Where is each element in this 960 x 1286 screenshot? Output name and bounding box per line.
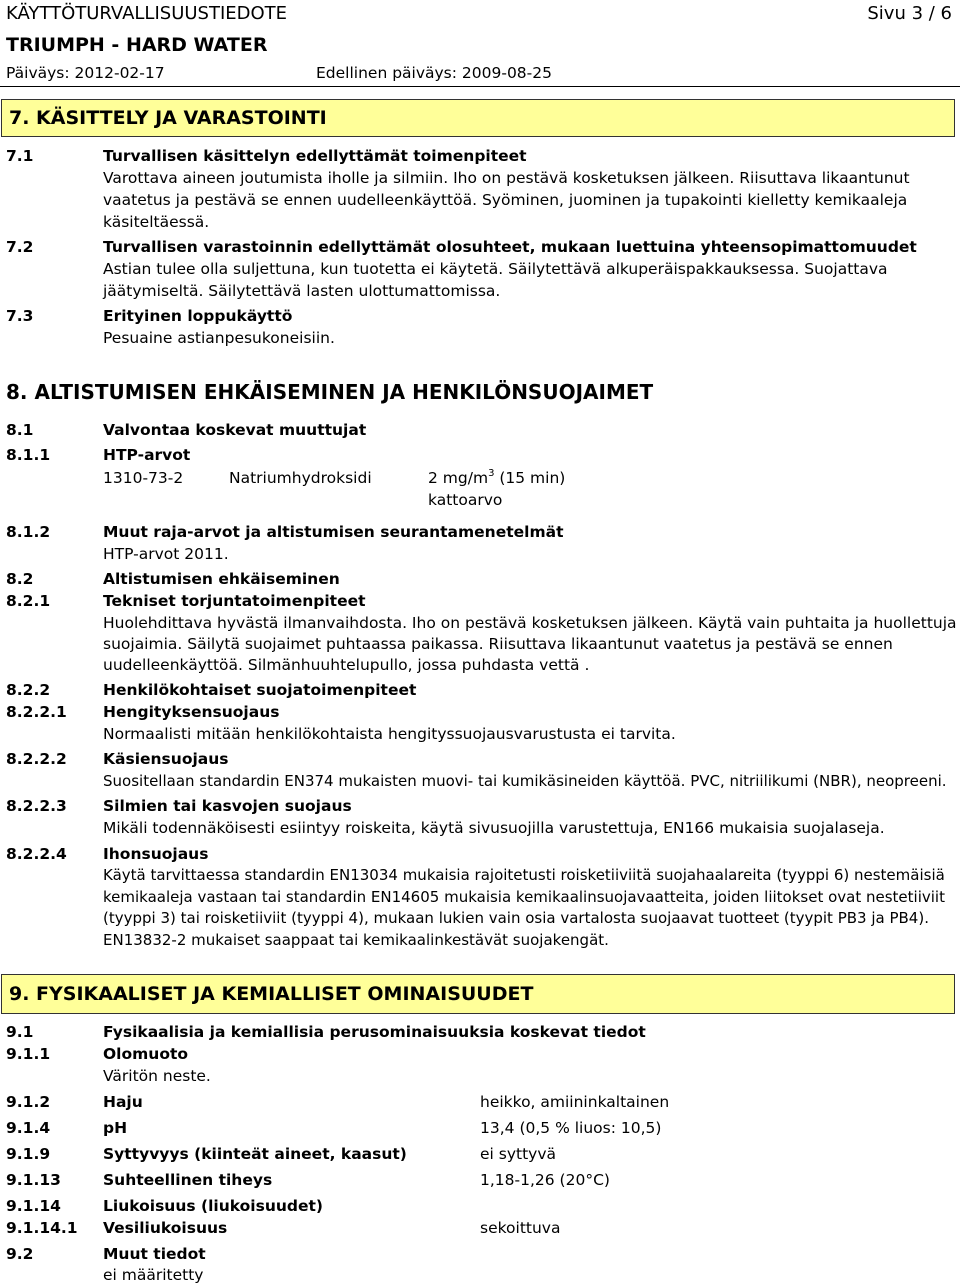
section-heading: Turvallisen käsittelyn edellyttämät toimenpiteet (103, 147, 527, 165)
section-number: 8.2.2.3 (6, 797, 67, 815)
property-value: sekoittuva (480, 1219, 561, 1237)
section-text: vaatetus ja pestävä se ennen uudelleenkäyttöä. Syöminen, juominen ja tupakointi kielletty kemikaaleja (103, 191, 908, 209)
section-number: 9.1.14 (6, 1197, 61, 1215)
section-heading: Silmien tai kasvojen suojaus (103, 797, 352, 815)
section-heading: Erityinen loppukäyttö (103, 307, 293, 325)
section-text: Mikäli todennäköisesti esiintyy roiskeita, käytä sivusuojilla varustettuja, EN166 mukaisia suojalaseja. (103, 819, 885, 837)
section-number: 8.1 (6, 421, 34, 439)
document-title: KÄYTTÖTURVALLISUUSTIEDOTE (6, 3, 288, 24)
section-text: uudelleenkäyttöä. Silmänhuuhtelupullo, jossa puhdasta vettä . (103, 656, 590, 674)
property-name: Suhteellinen tiheys (103, 1171, 273, 1189)
section-heading: Ihonsuojaus (103, 845, 209, 863)
section-heading: Henkilökohtaiset suojatoimenpiteet (103, 681, 417, 699)
section-number: 8.2.2.4 (6, 845, 67, 863)
property-value: 1,18-1,26 (20°C) (480, 1171, 610, 1189)
section-heading: Altistumisen ehkäiseminen (103, 570, 340, 588)
property-number: 9.1.13 (6, 1171, 61, 1189)
property-number: 9.1.14.1 (6, 1219, 78, 1237)
limit-value-duration: (15 min) (494, 469, 566, 487)
issue-date: Päiväys: 2012-02-17 (6, 64, 165, 82)
section-heading: Turvallisen varastoinnin edellyttämät olosuhteet, mukaan luettuina yhteensopimattomuudet (103, 238, 917, 256)
section-number: 7.1 (6, 147, 34, 165)
page-number: Sivu 3 / 6 (867, 3, 952, 24)
section-text: ei määritetty (103, 1266, 204, 1284)
section-heading: Olomuoto (103, 1045, 189, 1063)
section-heading: Tekniset torjuntatoimenpiteet (103, 592, 366, 610)
section-text: Suositellaan standardin EN374 mukaisten muovi- tai kumikäsineiden käyttöä. PVC, nitriilikumi (NBR), neopreeni. (103, 772, 947, 790)
section-text: suojaimia. Säilytä suojaimet puhtaassa paikassa. Riisuttava likaantunut vaatetus ja pestävä se ennen (103, 635, 893, 653)
section-number: 7.2 (6, 238, 34, 256)
section-text: Huolehdittava hyvästä ilmanvaihdosta. Iho on pestävä kosketuksen jälkeen. Käytä vain puhtaita ja huollettuja (103, 614, 957, 632)
limit-value-main: 2 mg/m (428, 469, 489, 487)
section-number: 7.3 (6, 307, 34, 325)
property-name: Vesiliukoisuus (103, 1219, 228, 1237)
property-value: 13,4 (0,5 % liuos: 10,5) (480, 1119, 662, 1137)
limit-value-note: kattoarvo (428, 491, 503, 509)
property-number: 9.1.2 (6, 1093, 51, 1111)
product-name: TRIUMPH - HARD WATER (6, 34, 268, 56)
section-number: 8.1.2 (6, 523, 51, 541)
section-text: Käytä tarvittaessa standardin EN13034 mukaisia rajoitetusti roisketiiviitä suojahaalareita (tyyppi 6) nestemäisiä (103, 866, 945, 884)
property-value: ei syttyvä (480, 1145, 557, 1163)
section-text: kemikaaleja vastaan tai standardin EN14605 mukaisia kemikaalinsuojavaatteita, joiden liitokset ovat nestetiiviit (103, 888, 945, 906)
section-number: 9.1 (6, 1023, 34, 1041)
section-heading: HTP-arvot (103, 446, 191, 464)
section-number: 8.2.2.2 (6, 750, 67, 768)
section-text: (tyyppi 3) tai roisketiiviit (tyyppi 4), mukaan lukien vain osia vartalosta suojaavat tuotteet (tyypit PB3 ja PB4). (103, 909, 929, 927)
section-number: 8.2 (6, 570, 34, 588)
section-number: 8.2.2.1 (6, 703, 67, 721)
section-number: 8.2.1 (6, 592, 51, 610)
cas-number: 1310-73-2 (103, 469, 184, 487)
section-9-title: 9. FYSIKAALISET JA KEMIALLISET OMINAISUUDET (1, 974, 955, 1014)
section-text: Varottava aineen joutumista iholle ja silmiin. Iho on pestävä kosketuksen jälkeen. Riisuttava likaantunut (103, 169, 910, 187)
section-heading: Valvontaa koskevat muuttujat (103, 421, 367, 439)
section-number: 8.1.1 (6, 446, 51, 464)
limit-value (428, 469, 565, 487)
section-heading: Käsiensuojaus (103, 750, 229, 768)
limit-value-exponent: 3 (488, 468, 495, 479)
section-heading: Hengityksensuojaus (103, 703, 280, 721)
property-number: 9.1.4 (6, 1119, 51, 1137)
property-name: pH (103, 1119, 128, 1137)
section-number: 9.2 (6, 1245, 34, 1263)
section-heading: Fysikaalisia ja kemiallisia perusominaisuuksia koskevat tiedot (103, 1023, 646, 1041)
section-heading: Muut tiedot (103, 1245, 206, 1263)
section-number: 8.2.2 (6, 681, 51, 699)
section-number: 9.1.1 (6, 1045, 51, 1063)
section-8-title: 8. ALTISTUMISEN EHKÄISEMINEN JA HENKILÖNSUOJAIMET (6, 380, 654, 404)
section-text: käsiteltäessä. (103, 213, 210, 231)
section-text: Pesuaine astianpesukoneisiin. (103, 329, 335, 347)
section-heading: Muut raja-arvot ja altistumisen seurantamenetelmät (103, 523, 564, 541)
section-heading: Liukoisuus (liukoisuudet) (103, 1197, 323, 1215)
section-text: EN13832-2 mukaiset saappaat tai kemikaalinkestävät suojakengät. (103, 931, 609, 949)
header-divider (0, 86, 960, 87)
property-name: Syttyvyys (kiinteät aineet, kaasut) (103, 1145, 407, 1163)
section-text: Väritön neste. (103, 1067, 211, 1085)
section-text: Astian tulee olla suljettuna, kun tuotetta ei käytetä. Säilytettävä alkuperäispakkauksessa. Suojattava (103, 260, 888, 278)
section-text: HTP-arvot 2011. (103, 545, 229, 563)
substance-name: Natriumhydroksidi (229, 469, 372, 487)
property-value: heikko, amiininkaltainen (480, 1093, 670, 1111)
section-text: Normaalisti mitään henkilökohtaista hengityssuojausvarustusta ei tarvita. (103, 725, 676, 743)
section-text: jäätymiseltä. Säilytettävä lasten ulottumattomissa. (103, 282, 501, 300)
previous-date: Edellinen päiväys: 2009-08-25 (316, 64, 552, 82)
section-7-title: 7. KÄSITTELY JA VARASTOINTI (1, 99, 955, 137)
property-name: Haju (103, 1093, 143, 1111)
property-number: 9.1.9 (6, 1145, 51, 1163)
